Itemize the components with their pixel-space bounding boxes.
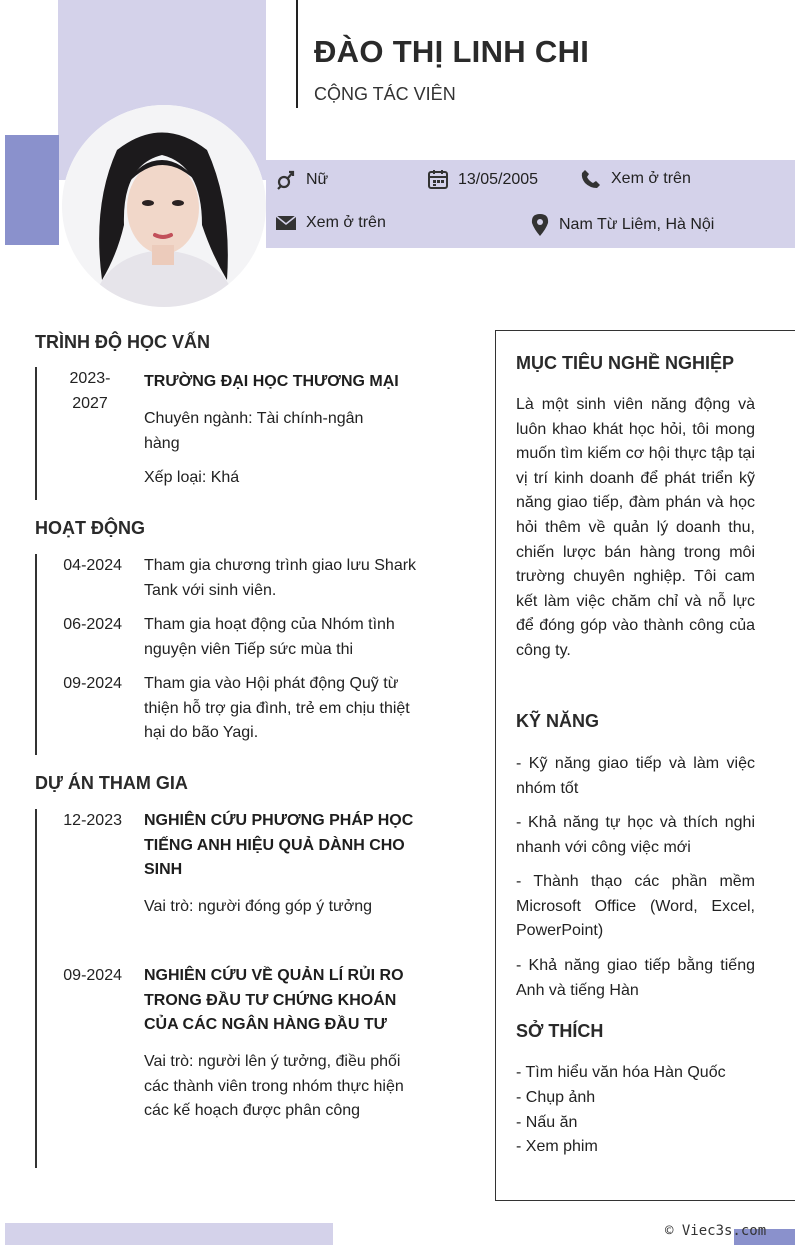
phone-icon bbox=[581, 169, 601, 189]
activity-text: Tham gia vào Hội phát động Quỹ từ thiện hỗ trợ gia đình, trẻ em chịu thiệt hại do bão Yagi. bbox=[144, 675, 410, 741]
activity-text: Tham gia hoạt động của Nhóm tình nguyện viên Tiếp sức mùa thi bbox=[144, 616, 395, 658]
objective-heading: MỤC TIÊU NGHỀ NGHIỆP bbox=[516, 353, 735, 373]
side-accent-block bbox=[5, 135, 59, 245]
project-date: 12-2023 bbox=[63, 812, 122, 829]
project-name: NGHIÊN CỨU VỀ QUẢN LÍ RỦI RO TRONG ĐẦU TƯ CHỨNG KHOÁN CỦA CÁC NGÂN HÀNG ĐẦU TƯ bbox=[144, 967, 404, 1033]
education-heading: TRÌNH ĐỘ HỌC VẤN bbox=[35, 332, 210, 352]
skill-item: - Kỹ năng giao tiếp và làm việc nhóm tốt bbox=[516, 755, 755, 797]
projects-timeline-line bbox=[35, 809, 37, 1168]
education-rank: Xếp loại: Khá bbox=[144, 469, 240, 486]
activities-heading: HOẠT ĐỘNG bbox=[35, 518, 145, 538]
activities-timeline-line bbox=[35, 554, 37, 755]
candidate-name: ĐÀO THỊ LINH CHI bbox=[314, 34, 590, 69]
candidate-position: CỘNG TÁC VIÊN bbox=[314, 84, 456, 104]
projects-heading: DỰ ÁN THAM GIA bbox=[35, 773, 188, 793]
hobby-item: - Nấu ăn bbox=[516, 1114, 578, 1131]
education-date-start: 2023- bbox=[69, 370, 111, 387]
hobby-item: - Xem phim bbox=[516, 1138, 598, 1155]
skill-item: - Thành thạo các phần mềm Microsoft Office (Word, Excel, PowerPoint) bbox=[516, 873, 755, 940]
education-timeline-line bbox=[35, 367, 37, 500]
project-name: NGHIÊN CỨU PHƯƠNG PHÁP HỌC TIẾNG ANH HIỆU QUẢ DÀNH CHO SINH bbox=[144, 812, 414, 878]
gender-text: Nữ bbox=[306, 171, 329, 188]
address-text: Nam Từ Liêm, Hà Nội bbox=[559, 216, 715, 233]
gender-info bbox=[276, 169, 328, 191]
activity-date: 09-2024 bbox=[63, 675, 122, 692]
education-school: TRƯỜNG ĐẠI HỌC THƯƠNG MẠI bbox=[144, 373, 399, 390]
birthday-info bbox=[428, 169, 538, 190]
address-info bbox=[531, 214, 714, 236]
location-pin-icon bbox=[531, 214, 549, 236]
email-text: Xem ở trên bbox=[306, 214, 386, 231]
project-role: Vai trò: người đóng góp ý tưởng bbox=[144, 898, 373, 915]
skill-item: - Khả năng tự học và thích nghi nhanh với công việc mới bbox=[516, 814, 755, 856]
birthday-text: 13/05/2005 bbox=[458, 170, 539, 188]
calendar-icon bbox=[428, 169, 448, 190]
hobby-item: - Tìm hiểu văn hóa Hàn Quốc bbox=[516, 1064, 726, 1081]
objective-text: Là một sinh viên năng động và luôn khao khát học hỏi, tôi mong muốn tìm kiếm cơ hội thực tập tại vị trí kinh doanh để phát triển kỹ năng giao tiếp, đàm phán và học hỏi thêm về quản lý doanh thu, chiến lược bán hàng trong môi trường chuyên nghiệp. Tôi cam kết làm việc chăm chỉ và nỗ lực để đóng góp vào thành công của công ty. bbox=[516, 396, 755, 659]
header-name-block bbox=[296, 0, 589, 108]
project-date: 09-2024 bbox=[63, 967, 122, 984]
activity-text: Tham gia chương trình giao lưu Shark Tank với sinh viên. bbox=[144, 557, 417, 599]
skills-heading: KỸ NĂNG bbox=[516, 711, 600, 731]
envelope-icon bbox=[276, 215, 296, 231]
activity-date: 04-2024 bbox=[63, 557, 122, 574]
project-role: Vai trò: người lên ý tưởng, điều phối các thành viên trong nhóm thực hiện các kế hoạch được phân công bbox=[144, 1053, 404, 1119]
profile-photo bbox=[62, 105, 266, 307]
gender-icon bbox=[276, 169, 296, 191]
hobbies-heading: SỞ THÍCH bbox=[516, 1021, 604, 1041]
email-info bbox=[276, 214, 386, 232]
hobby-item: - Chụp ảnh bbox=[516, 1089, 596, 1106]
education-major: Chuyên ngành: Tài chính-ngân hàng bbox=[144, 410, 364, 452]
footer-bar bbox=[5, 1223, 333, 1245]
watermark-text: © Viec3s.com bbox=[665, 1223, 767, 1239]
skill-item: - Khả năng giao tiếp bằng tiếng Anh và tiếng Hàn bbox=[516, 957, 755, 999]
education-date-end: 2027 bbox=[72, 395, 108, 412]
phone-text: Xem ở trên bbox=[611, 170, 691, 187]
activity-date: 06-2024 bbox=[63, 616, 122, 633]
phone-info bbox=[581, 169, 691, 189]
